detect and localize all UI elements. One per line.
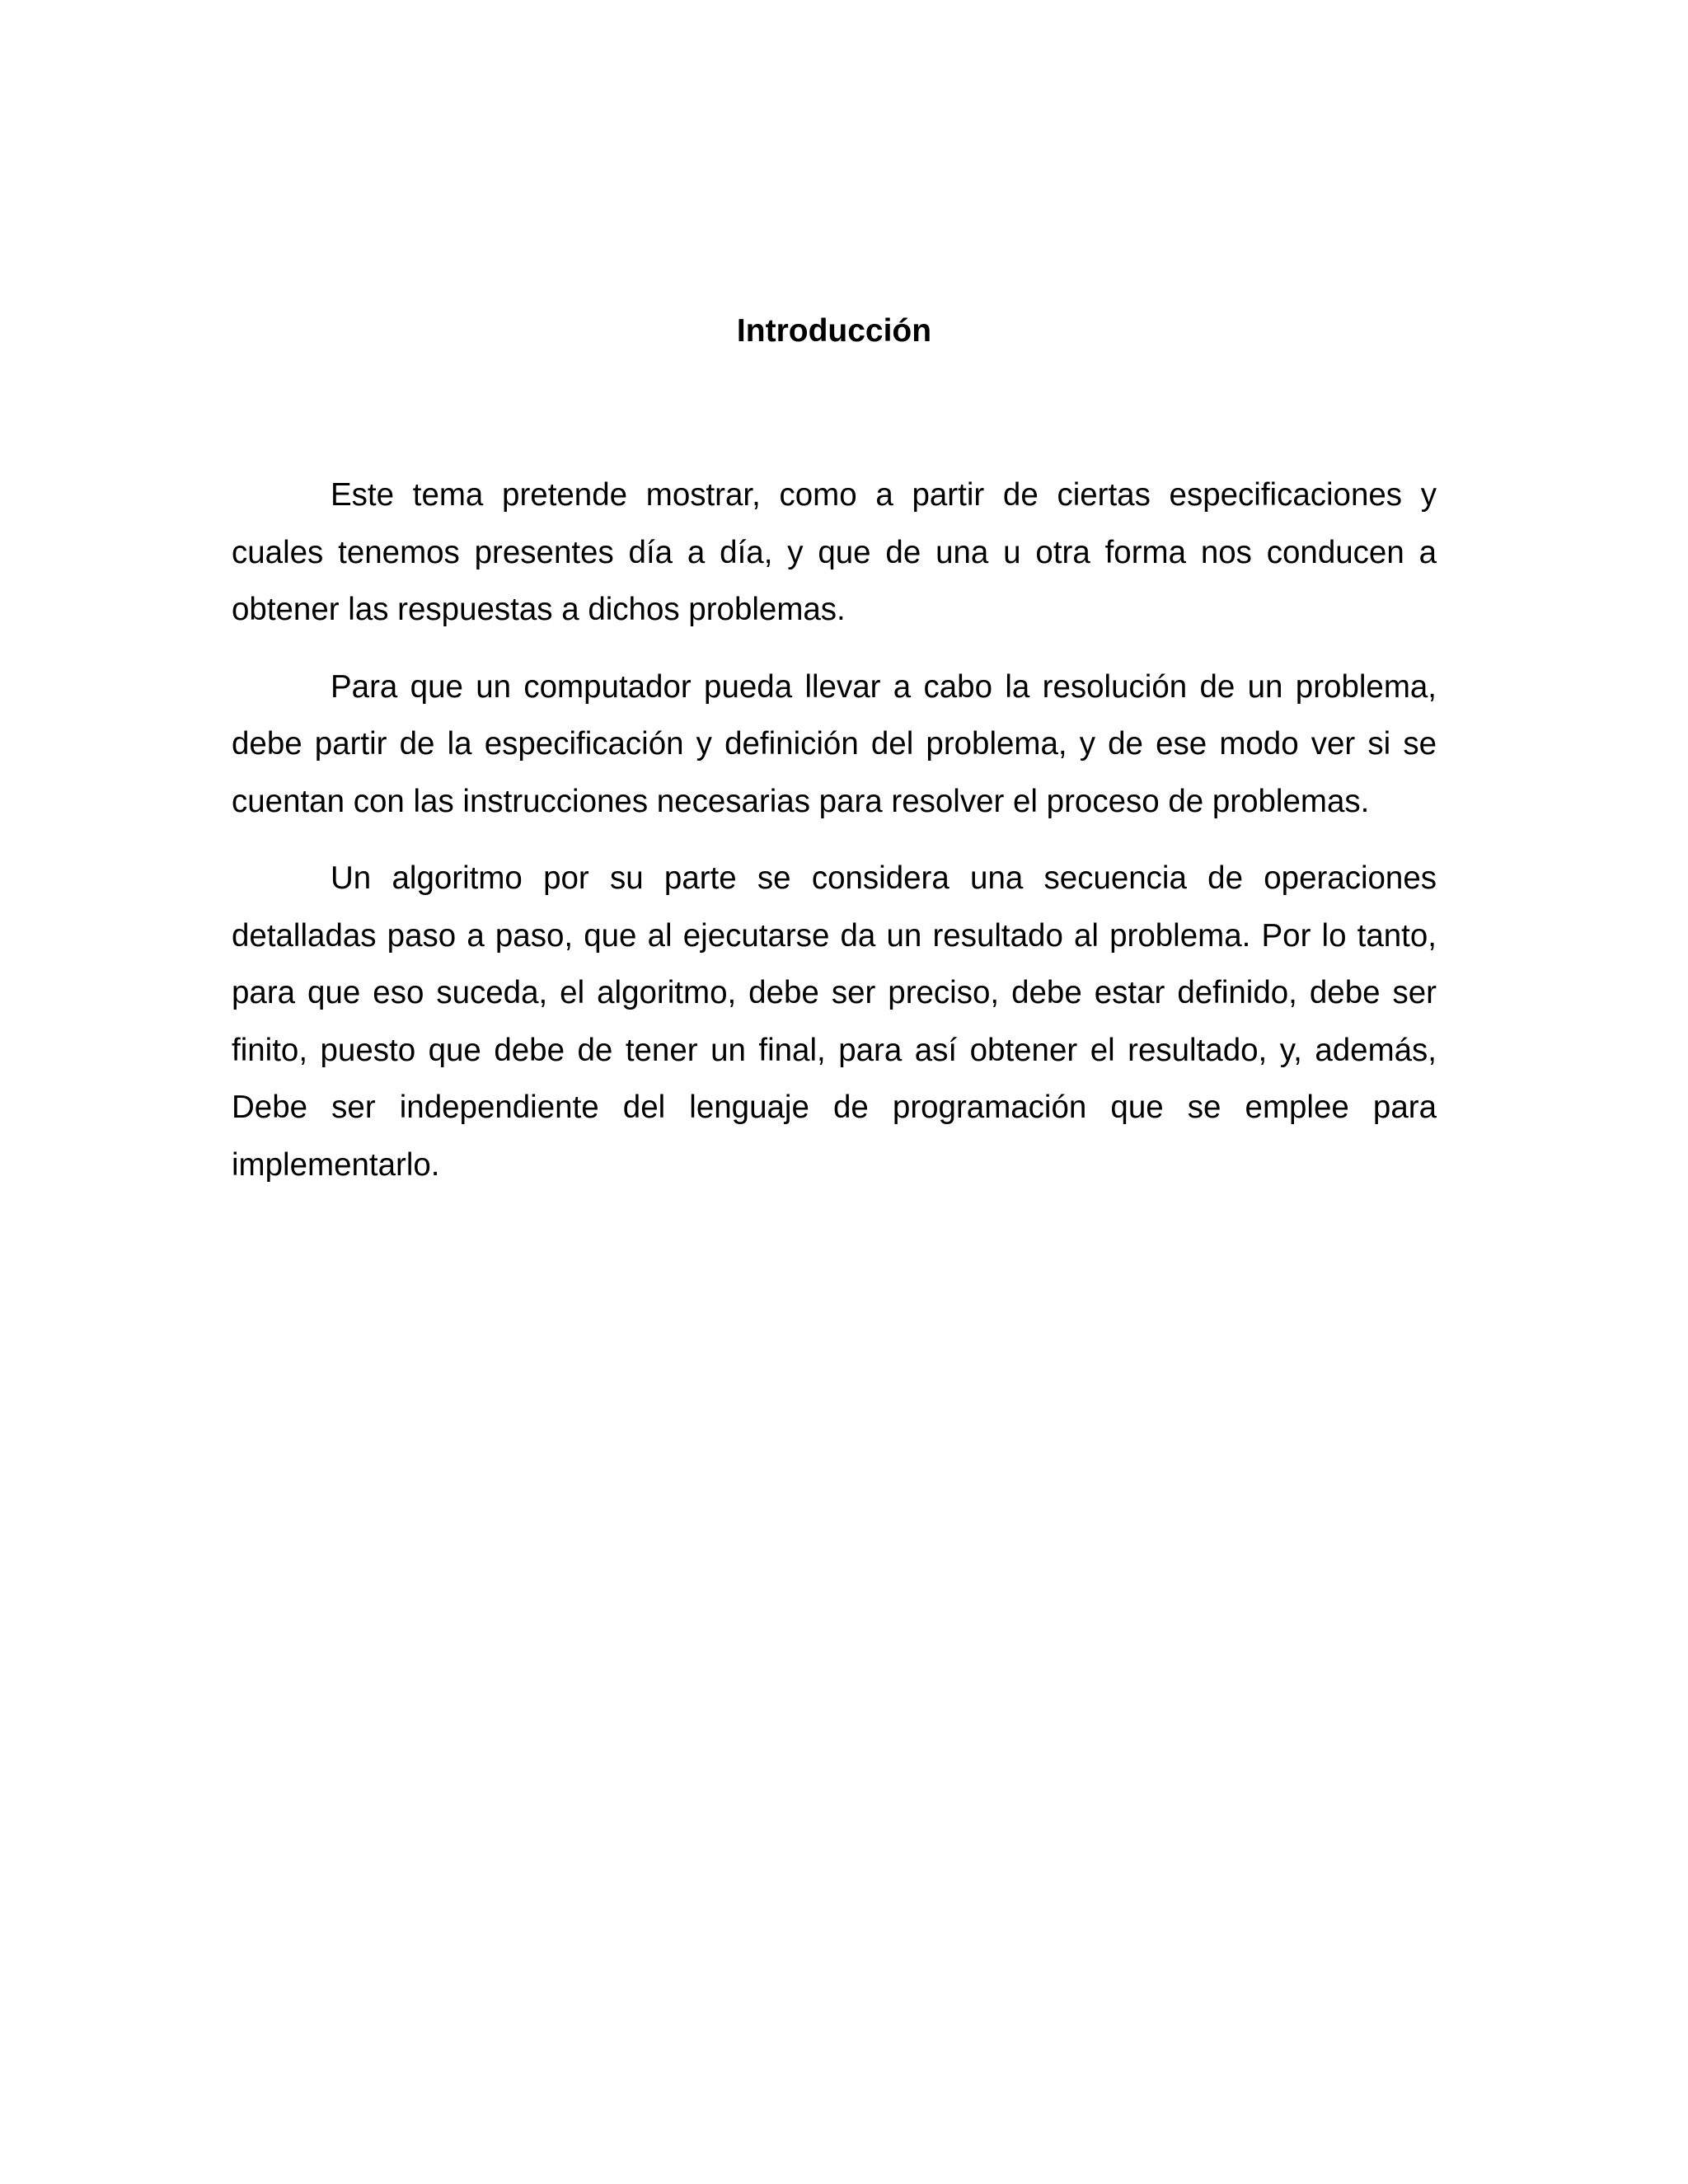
- paragraph-3: Un algoritmo por su parte se considera una secuencia de operaciones detalladas paso a paso, que al ejecutarse da un resultado al problema. Por lo tanto, para que eso suceda, el algoritmo, debe ser preciso, debe estar definido, debe ser finito, puesto que debe de tener un final, para así obtener el resultado, y, además, Debe ser independiente del lenguaje de programación que se emplee para implementarlo.: [232, 860, 1437, 1183]
- paragraph-1: Este tema pretende mostrar, como a partir de ciertas especificaciones y cuales tenemos presentes día a día, y que de una u otra forma nos conducen a obtener las respuestas a dichos problemas.: [232, 477, 1437, 627]
- page-title: Introducción: [736, 313, 932, 349]
- document-body: [232, 466, 1437, 1213]
- paragraph-2: Para que un computador pueda llevar a cabo la resolución de un problema, debe partir de la especificación y definición del problema, y de ese modo ver si se cuentan con las instrucciones necesarias para resolver el proceso de problemas.: [232, 668, 1437, 819]
